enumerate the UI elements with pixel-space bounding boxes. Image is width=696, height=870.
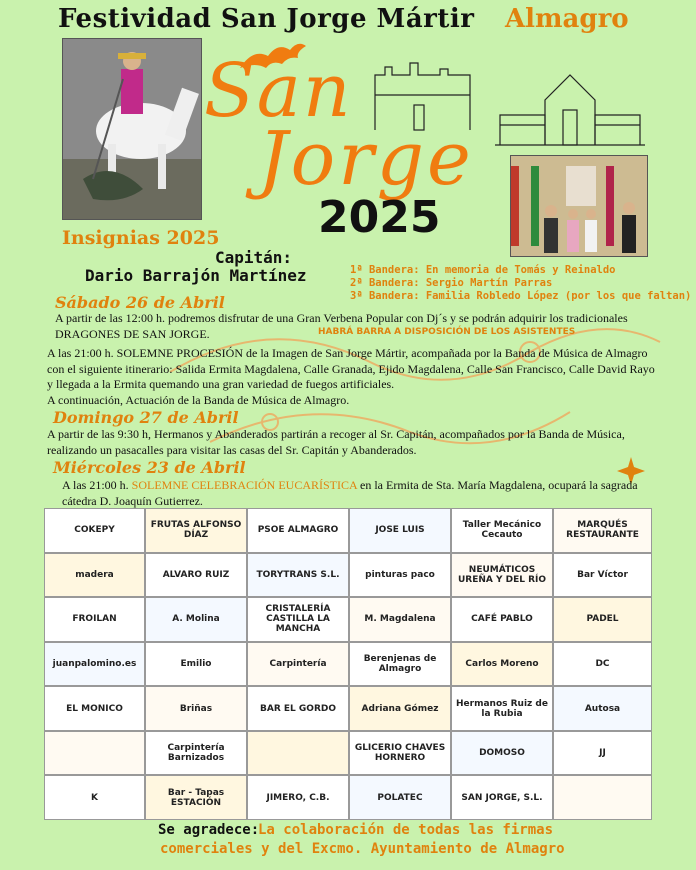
sponsor-ad: K (44, 775, 145, 820)
sponsor-ad: POLATEC (349, 775, 451, 820)
sponsor-ad: GLICERIO CHAVES HORNERO (349, 731, 451, 776)
procession-paragraph: A las 21:00 h. SOLEMNE PROCESIÓN de la Imagen de San Jorge Mártir, acompañada por la Banda de Música de Almagro con el siguiente itinerario: Salida Ermita Magdalena, Calle Granada, Ejido Magdalena, Calle San Francisco, Calle David Rayo y llegada a la Ermita quemando una gran variedad de fuegos artificiales. (47, 346, 655, 391)
sponsor-ad: Emilio (145, 642, 247, 687)
sponsor-ad (247, 731, 349, 776)
sponsor-ad: BAR EL GORDO (247, 686, 349, 731)
sponsor-ad: Carpintería (247, 642, 349, 687)
sponsor-ad: juanpalomino.es (44, 642, 145, 687)
day-saturday-heading: Sábado 26 de Abril (55, 293, 225, 312)
sponsor-ad: CRISTALERÍA CASTILLA LA MANCHA (247, 597, 349, 642)
mass-details: en la Ermita de Sta. María Magdalena, ocupará la sagrada cátedra D. Joaquín Gutierrez. (62, 478, 638, 508)
sponsor-ad: M. Magdalena (349, 597, 451, 642)
sponsor-ad: Berenjenas de Almagro (349, 642, 451, 687)
wednesday-text (62, 478, 662, 509)
bandera-1: 1ª Bandera: En memoria de Tomás y Reinaldo (350, 264, 616, 276)
sponsor-ad: Bar Víctor (553, 553, 652, 598)
town-name: Almagro (505, 4, 629, 34)
sponsor-ad: JJ (553, 731, 652, 776)
sponsor-ad: Carlos Moreno (451, 642, 553, 687)
sponsor-ad: Adriana Gómez (349, 686, 451, 731)
sponsor-ad: SAN JORGE, S.L. (451, 775, 553, 820)
sponsor-ad (44, 731, 145, 776)
thanks-line-1: La colaboración de todas las firmas (258, 822, 554, 838)
sponsor-ad: FRUTAS ALFONSO DÍAZ (145, 508, 247, 553)
band-performance-text: A continuación, Actuación de la Banda de Música de Almagro. (47, 392, 350, 407)
sponsor-ad: DC (553, 642, 652, 687)
sponsor-ad (553, 775, 652, 820)
sponsor-ad: Autosa (553, 686, 652, 731)
bandera-2: 2ª Bandera: Sergio Martín Parras (350, 277, 553, 289)
thanks-label: Se agradece: (158, 822, 260, 838)
thanks-line-2: comerciales y del Excmo. Ayuntamiento de Almagro (160, 841, 565, 857)
sponsor-ad: PADEL (553, 597, 652, 642)
sponsor-ad: JOSE LUIS (349, 508, 451, 553)
captain-label: Capitán: (215, 248, 293, 267)
sponsor-ad: TORYTRANS S.L. (247, 553, 349, 598)
year-heading: 2025 (318, 192, 441, 243)
festival-title: Festividad San Jorge Mártir (58, 4, 475, 34)
day-wednesday-heading: Miércoles 23 de Abril (53, 458, 246, 477)
sponsor-ad: DOMOSO (451, 731, 553, 776)
sponsor-ad: Briñas (145, 686, 247, 731)
saint-statue-photo (62, 38, 202, 220)
sponsor-ad: pinturas paco (349, 553, 451, 598)
jorge-heading: Jorge (258, 116, 474, 202)
sponsor-ad: MARQUÉS RESTAURANTE (553, 508, 652, 553)
sponsor-ad: A. Molina (145, 597, 247, 642)
sponsor-ad: COKEPY (44, 508, 145, 553)
sponsor-ad: CAFÉ PABLO (451, 597, 553, 642)
sponsor-ad: madera (44, 553, 145, 598)
sponsor-ad: Hermanos Ruiz de la Rubia (451, 686, 553, 731)
sponsor-ad: JIMERO, C.B. (247, 775, 349, 820)
castle-sketch-icon (370, 55, 480, 139)
day-sunday-heading: Domingo 27 de Abril (53, 408, 239, 427)
mass-time: A las 21:00 h. (62, 478, 132, 492)
mass-highlight: SOLEMNE CELEBRACIÓN EUCARÍSTICA (131, 478, 358, 492)
sponsor-ad: PSOE ALMAGRO (247, 508, 349, 553)
bandera-3: 3ª Bandera: Familia Robledo López (por los que faltan) (350, 290, 692, 302)
san-heading: San (204, 48, 353, 134)
insignias-title: Insignias 2025 (62, 227, 220, 249)
sponsor-ad: Taller Mecánico Cecauto (451, 508, 553, 553)
sponsor-ad: ALVARO RUIZ (145, 553, 247, 598)
sponsor-ad: FROILAN (44, 597, 145, 642)
sponsor-ad: NEUMÁTICOS UREÑA Y DEL RÍO (451, 553, 553, 598)
sponsor-ad: EL MONICO (44, 686, 145, 731)
group-photo (510, 155, 648, 257)
sunday-text: A partir de las 9:30 h, Hermanos y Abanderados partirán a recoger al Sr. Capitán, acompañados por la Banda de Música, realizando un pasacalles para visitar las casas del Sr. Capitán y Abanderados. (47, 427, 625, 457)
barra-notice: HABRÁ BARRA A DISPOSICIÓN DE LOS ASISTENTES (318, 327, 576, 337)
sponsor-ad: Bar - Tapas ESTACIÓN (145, 775, 247, 820)
sponsor-grid (44, 508, 652, 820)
captain-name: Dario Barrajón Martínez (85, 266, 307, 285)
sponsor-ad: Carpintería Barnizados (145, 731, 247, 776)
procession-text (47, 346, 657, 408)
saturday-verbena-text: A partir de las 12:00 h. podremos disfrutar de una Gran Verbena Popular con Dj´s y se podrán adquirir los tradicionales DRAGONES DE SAN JORGE. (55, 311, 628, 341)
hermitage-sketch-icon (495, 70, 645, 154)
